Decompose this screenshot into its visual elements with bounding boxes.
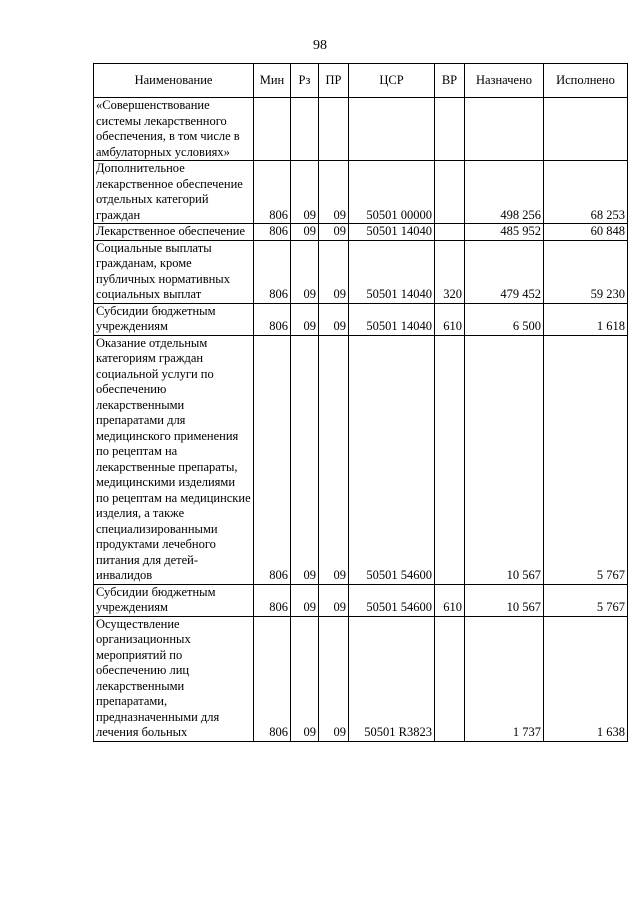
table-row <box>94 240 628 303</box>
row-csr: 50501 14040 <box>349 224 435 241</box>
row-vr <box>435 224 465 241</box>
header-rz: Рз <box>291 64 319 98</box>
header-name: Наименование <box>94 64 254 98</box>
row-name: Дополнительное лекарственное обеспечение отдельных категорий граждан <box>94 161 254 224</box>
table-row <box>94 98 628 161</box>
row-rz: 09 <box>291 303 319 335</box>
row-vr <box>435 98 465 161</box>
row-executed: 59 230 <box>544 240 628 303</box>
row-executed: 68 253 <box>544 161 628 224</box>
row-name: Субсидии бюджетным учреждениям <box>94 584 254 616</box>
row-pr: 09 <box>319 584 349 616</box>
row-assigned: 1 737 <box>465 616 544 741</box>
row-name: Лекарственное обеспечение <box>94 224 254 241</box>
row-min: 806 <box>254 224 291 241</box>
row-vr <box>435 616 465 741</box>
row-assigned: 485 952 <box>465 224 544 241</box>
row-rz: 09 <box>291 335 319 584</box>
row-vr <box>435 161 465 224</box>
row-executed <box>544 98 628 161</box>
row-min: 806 <box>254 335 291 584</box>
row-vr <box>435 335 465 584</box>
row-pr: 09 <box>319 303 349 335</box>
row-vr: 610 <box>435 584 465 616</box>
row-assigned: 6 500 <box>465 303 544 335</box>
row-rz: 09 <box>291 224 319 241</box>
header-csr: ЦСР <box>349 64 435 98</box>
row-pr: 09 <box>319 224 349 241</box>
row-executed: 1 618 <box>544 303 628 335</box>
row-rz: 09 <box>291 161 319 224</box>
row-csr: 50501 00000 <box>349 161 435 224</box>
header-pr: ПР <box>319 64 349 98</box>
row-name: Социальные выплаты гражданам, кроме публичных нормативных социальных выплат <box>94 240 254 303</box>
row-pr: 09 <box>319 240 349 303</box>
header-executed: Исполнено <box>544 64 628 98</box>
table-row <box>94 335 628 584</box>
table-row <box>94 584 628 616</box>
row-pr: 09 <box>319 161 349 224</box>
table-row <box>94 616 628 741</box>
header-assigned: Назначено <box>465 64 544 98</box>
row-rz: 09 <box>291 616 319 741</box>
row-assigned: 10 567 <box>465 584 544 616</box>
table-row <box>94 161 628 224</box>
row-vr: 610 <box>435 303 465 335</box>
row-pr <box>319 98 349 161</box>
row-executed: 60 848 <box>544 224 628 241</box>
row-executed: 5 767 <box>544 584 628 616</box>
row-assigned: 10 567 <box>465 335 544 584</box>
budget-table <box>93 63 628 742</box>
row-csr: 50501 54600 <box>349 335 435 584</box>
row-min: 806 <box>254 584 291 616</box>
row-csr <box>349 98 435 161</box>
row-min: 806 <box>254 240 291 303</box>
row-pr: 09 <box>319 616 349 741</box>
header-min: Мин <box>254 64 291 98</box>
row-executed: 5 767 <box>544 335 628 584</box>
header-vr: ВР <box>435 64 465 98</box>
page-number: 98 <box>313 38 327 53</box>
row-assigned: 498 256 <box>465 161 544 224</box>
row-csr: 50501 14040 <box>349 240 435 303</box>
row-name: Осуществление организационных мероприятий по обеспечению лиц лекарственными препаратами, предназначенными для лечения больных <box>94 616 254 741</box>
row-rz: 09 <box>291 240 319 303</box>
row-min: 806 <box>254 616 291 741</box>
row-name: «Совершенствование системы лекарственного обеспечения, в том числе в амбулаторных условиях» <box>94 98 254 161</box>
row-rz: 09 <box>291 584 319 616</box>
row-min: 806 <box>254 303 291 335</box>
row-min <box>254 98 291 161</box>
row-assigned <box>465 98 544 161</box>
row-min: 806 <box>254 161 291 224</box>
row-rz <box>291 98 319 161</box>
row-csr: 50501 54600 <box>349 584 435 616</box>
row-csr: 50501 R3823 <box>349 616 435 741</box>
row-assigned: 479 452 <box>465 240 544 303</box>
header-row <box>94 64 628 98</box>
table-row <box>94 224 628 241</box>
row-csr: 50501 14040 <box>349 303 435 335</box>
row-name: Оказание отдельным категориям граждан социальной услуги по обеспечению лекарственными препаратами для медицинского применения по рецептам на лекарственные препараты, медицинскими изделиями по рецептам на медицинские изделия, а также специализированными продуктами лечебного питания для детей-инвалидов <box>94 335 254 584</box>
row-executed: 1 638 <box>544 616 628 741</box>
table-row <box>94 303 628 335</box>
row-vr: 320 <box>435 240 465 303</box>
row-pr: 09 <box>319 335 349 584</box>
row-name: Субсидии бюджетным учреждениям <box>94 303 254 335</box>
